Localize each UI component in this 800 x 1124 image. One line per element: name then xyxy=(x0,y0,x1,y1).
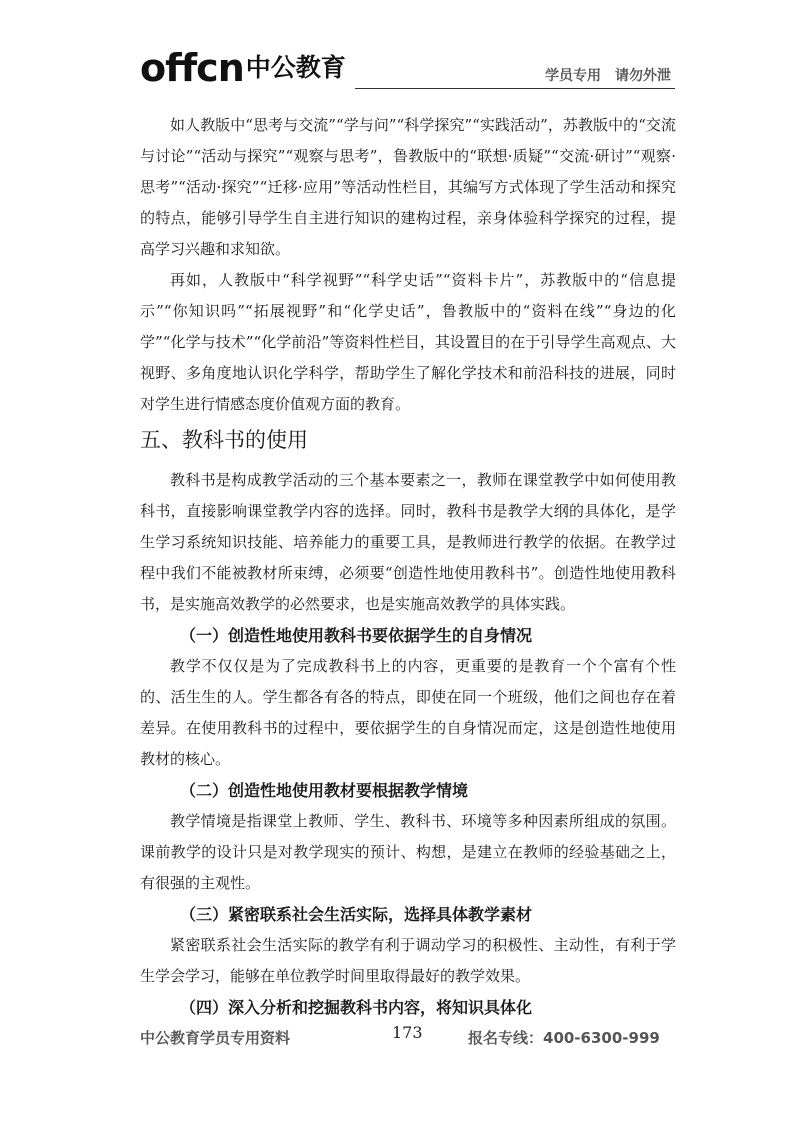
paragraph-resource-columns: 再如，人教版中“科学视野”“科学史话”“资料卡片”，苏教版中的“信息提示”“你知识吗”“拓展视野”和“化学史话”，鲁教版中的“资料在线”“身边的化学”“化学与技术”“化学前沿”等资料性栏目，其设置目的在于引导学生高观点、大视野、多角度地认识化学科学，帮助学生了解化学技术和前沿科技的进展，同时对学生进行情感态度价值观方面的教育。 xyxy=(140,271,676,413)
logo-wordmark: offcn xyxy=(140,46,244,90)
page-header xyxy=(140,48,675,92)
subsection-title-4: （四）深入分析和挖掘教科书内容，将知识具体化 xyxy=(180,998,533,1017)
page-number: 173 xyxy=(392,1023,423,1042)
footer-material-label: 中公教育学员专用资料 xyxy=(140,1029,291,1047)
subsection-title-1: （一）创造性地使用教科书要依据学生的自身情况 xyxy=(180,626,533,645)
paragraph-textbook-intro: 教科书是构成教学活动的三个基本要素之一，教师在课堂教学中如何使用教科书，直接影响课堂教学内容的选择。同时，教科书是教学大纲的具体化，是学生学习系统知识技能、培养能力的重要工具，是教师进行教学的依据。在教学过程中我们不能被教材所束缚，必须要“创造性地使用教科书”。创造性地使用教科书，是实施高效教学的必然要求，也是实施高效教学的具体实践。 xyxy=(140,471,676,613)
header-rule xyxy=(355,88,675,89)
paragraph-subsection-2: 教学情境是指课堂上教师、学生、教科书、环境等多种因素所组成的氛围。课前教学的设计只是对教学现实的预计、构想，是建立在教师的经验基础之上，有很强的主观性。 xyxy=(140,812,676,892)
paragraph-subsection-1: 教学不仅仅是为了完成教科书上的内容，更重要的是教育一个个富有个性的、活生生的人。学生都各有各的特点，即使在同一个班级，他们之间也存在着差异。在使用教科书的过程中，要依据学生的自身情况而定，这是创造性地使用教材的核心。 xyxy=(140,657,676,768)
offcn-logo xyxy=(140,48,346,88)
page-content xyxy=(140,110,676,1023)
header-confidential-tag: 学员专用 请勿外泄 xyxy=(545,68,671,84)
subsection-title-2: （二）创造性地使用教材要根据教学情境 xyxy=(180,781,469,800)
page-footer xyxy=(140,1023,660,1057)
section-title-textbook-use: 五、教科书的使用 xyxy=(140,428,308,452)
logo-chinese-name: 中公教育 xyxy=(245,53,346,82)
footer-hotline: 报名专线：400-6300-999 xyxy=(468,1029,660,1047)
paragraph-activity-columns: 如人教版中“思考与交流”“学与问”“科学探究”“实践活动”，苏教版中的“交流与讨论”“活动与探究”“观察与思考”，鲁教版中的“联想·质疑”“交流·研讨”“观察·思考”“活动·探究”“迁移·应用”等活动性栏目，其编写方式体现了学生活动和探究的特点，能够引导学生自主进行知识的建构过程，亲身体验科学探究的过程，提高学习兴趣和求知欲。 xyxy=(140,116,676,258)
paragraph-subsection-3: 紧密联系社会生活实际的教学有利于调动学习的积极性、主动性，有利于学生学会学习，能够在单位教学时间里取得最好的教学效果。 xyxy=(140,936,676,985)
subsection-title-3: （三）紧密联系社会生活实际，选择具体教学素材 xyxy=(180,905,533,924)
